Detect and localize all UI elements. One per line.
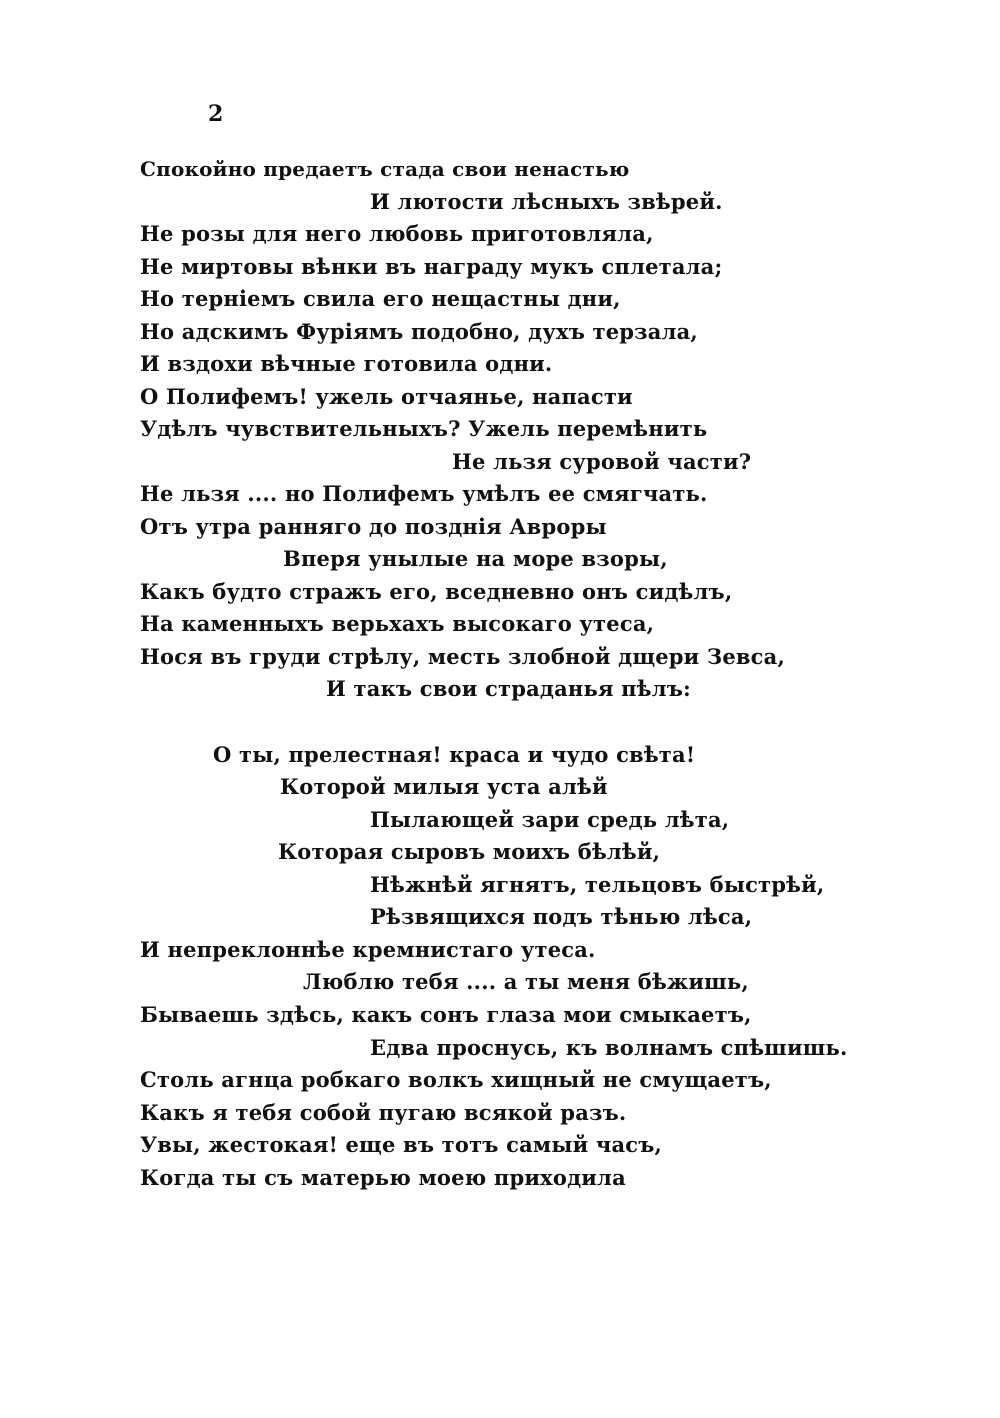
verse-line: Люблю тебя .... а ты меня бѣжишь,	[303, 969, 749, 994]
verse-line: Которая сыровъ моихъ бѣлѣй,	[278, 839, 661, 864]
verse-line: Но адскимъ Фуріямъ подобно, духъ терзала,	[140, 319, 698, 344]
verse-line: Увы, жестокая! еще въ тотъ самый часъ,	[140, 1132, 663, 1157]
verse-line: Когда ты съ матерью моею приходила	[140, 1165, 626, 1190]
verse-line: Вперя унылые на море взоры,	[283, 546, 668, 571]
verse-line: На каменныхъ верьхахъ высокаго утеса,	[140, 611, 655, 636]
verse-line: Нѣжнѣй ягнятъ, тельцовъ быстрѣй,	[370, 872, 825, 897]
verse-line: Едва проснусь, къ волнамъ спѣшишь.	[370, 1035, 848, 1060]
verse-line: Не льзя суровой части?	[452, 449, 752, 474]
verse-line: Отъ утра ранняго до позднія Авроры	[140, 514, 607, 539]
verse-line: Нося въ груди стрѣлу, месть злобной дщери Зевса,	[140, 644, 785, 669]
verse-line: О ты, прелестная! краса и чудо свѣта!	[213, 742, 696, 767]
verse-line: Бываешь здѣсь, какъ сонъ глаза мои смыкаетъ,	[140, 1002, 752, 1027]
verse-line: О Полифемъ! ужель отчаянье, напасти	[140, 384, 633, 409]
verse-line: И такъ свои страданья пѣлъ:	[326, 676, 691, 701]
verse-line: Какъ я тебя собой пугаю всякой разъ.	[140, 1100, 627, 1125]
verse-line: Столь агнца робкаго волкъ хищный не смущаетъ,	[140, 1067, 772, 1092]
verse-line: Пылающей зари средь лѣта,	[370, 807, 730, 832]
verse-line: Удѣлъ чувствительныхъ? Ужель перемѣнить	[140, 416, 708, 441]
verse-line: Рѣзвящихся подъ тѣнью лѣса,	[370, 904, 753, 929]
verse-line: Не льзя .... но Полифемъ умѣлъ ее смягчать.	[140, 481, 708, 506]
verse-line: Которой милыя уста алѣй	[280, 774, 608, 799]
verse-line: Но терніемъ свила его нещастны дни,	[140, 286, 621, 311]
verse-line: И непреклоннѣе кремнистаго утеса.	[140, 937, 596, 962]
verse-line: Не миртовы вѣнки въ награду мукъ сплетала;	[140, 254, 723, 279]
verse-line: И лютости лѣсныхъ звѣрей.	[370, 189, 723, 214]
verse-line: Не розы для него любовь приготовляла,	[140, 221, 654, 246]
verse-line: И вздохи вѣчные готовила одни.	[140, 351, 553, 376]
verse-line: Спокойно предаетъ стада свои ненастью	[140, 157, 630, 181]
verse-line: Какъ будто стражъ его, вседневно онъ сидѣлъ,	[140, 579, 733, 604]
page-number: 2	[208, 101, 224, 127]
